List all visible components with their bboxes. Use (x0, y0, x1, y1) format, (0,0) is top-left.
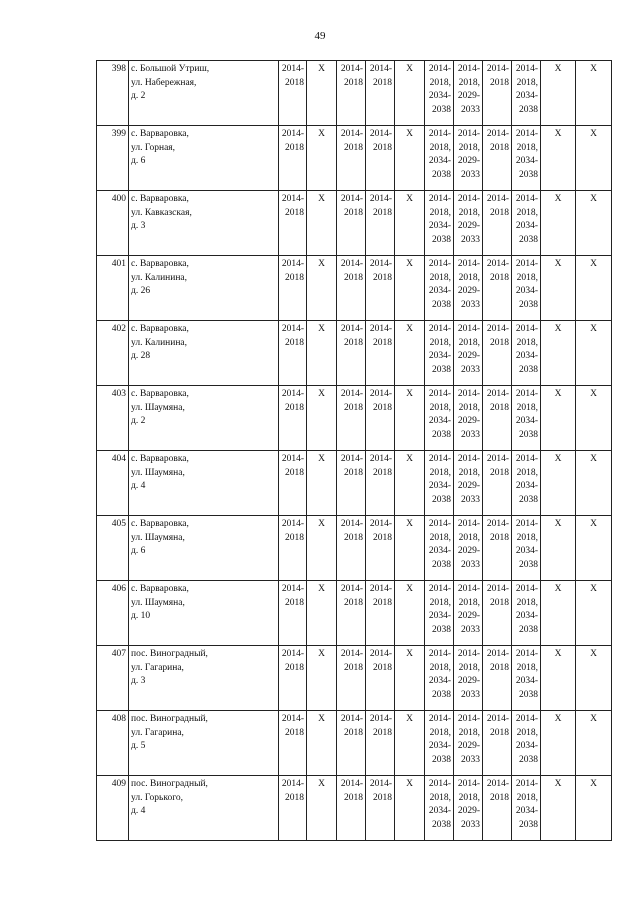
address-cell: с. Варваровка, ул. Калинина, д. 26 (129, 256, 279, 321)
table-row (97, 386, 612, 451)
period-cell: 2014- 2018 (279, 321, 307, 386)
period-cell: 2014- 2018 (483, 581, 512, 646)
period-cell: 2014- 2018 (279, 256, 307, 321)
num: 406 (97, 581, 129, 646)
period-mid-cell: 2014- 2018, 2029- 2033 (454, 321, 483, 386)
x-mark-cell: X (307, 61, 337, 126)
period-cell: 2014- 2018 (483, 776, 512, 841)
x-mark-cell: X (395, 776, 425, 841)
period-cell: 2014- 2018 (279, 61, 307, 126)
x-mark-cell: X (541, 321, 576, 386)
period-cell: 2014- 2018 (337, 61, 366, 126)
period-cell: 2014- 2018 (483, 711, 512, 776)
period-cell: 2014- 2018 (483, 321, 512, 386)
period-cell: 2014- 2018 (366, 516, 395, 581)
period-cell: 2014- 2018 (279, 126, 307, 191)
period-mid-cell: 2014- 2018, 2029- 2033 (454, 776, 483, 841)
period-long-cell: 2014- 2018, 2034- 2038 (425, 256, 454, 321)
address-cell: с. Варваровка, ул. Шаумяна, д. 2 (129, 386, 279, 451)
period-long-cell: 2014- 2018, 2034- 2038 (512, 451, 541, 516)
x-mark-cell: X (307, 581, 337, 646)
x-mark-cell: X (576, 516, 612, 581)
x-mark-cell: X (576, 386, 612, 451)
num: 399 (97, 126, 129, 191)
address-cell: с. Варваровка, ул. Горная, д. 6 (129, 126, 279, 191)
x-mark-cell: X (307, 126, 337, 191)
table-row (97, 191, 612, 256)
num: 398 (97, 61, 129, 126)
table-row (97, 321, 612, 386)
x-mark-cell: X (541, 61, 576, 126)
x-mark-cell: X (395, 61, 425, 126)
period-mid-cell: 2014- 2018, 2029- 2033 (454, 191, 483, 256)
x-mark-cell: X (576, 646, 612, 711)
x-mark-cell: X (576, 191, 612, 256)
period-long-cell: 2014- 2018, 2034- 2038 (425, 646, 454, 711)
num: 408 (97, 711, 129, 776)
period-long-cell: 2014- 2018, 2034- 2038 (425, 711, 454, 776)
period-long-cell: 2014- 2018, 2034- 2038 (512, 191, 541, 256)
table-row (97, 451, 612, 516)
x-mark-cell: X (576, 126, 612, 191)
period-mid-cell: 2014- 2018, 2029- 2033 (454, 581, 483, 646)
period-cell: 2014- 2018 (483, 386, 512, 451)
period-cell: 2014- 2018 (366, 646, 395, 711)
x-mark-cell: X (541, 711, 576, 776)
period-cell: 2014- 2018 (483, 256, 512, 321)
x-mark-cell: X (541, 516, 576, 581)
period-cell: 2014- 2018 (337, 451, 366, 516)
table-row (97, 61, 612, 126)
table-row (97, 646, 612, 711)
period-long-cell: 2014- 2018, 2034- 2038 (425, 61, 454, 126)
x-mark-cell: X (541, 256, 576, 321)
period-long-cell: 2014- 2018, 2034- 2038 (512, 321, 541, 386)
period-cell: 2014- 2018 (337, 711, 366, 776)
x-mark-cell: X (541, 126, 576, 191)
address-cell: пос. Виноградный, ул. Гагарина, д. 5 (129, 711, 279, 776)
x-mark-cell: X (307, 776, 337, 841)
x-mark-cell: X (307, 451, 337, 516)
period-cell: 2014- 2018 (337, 191, 366, 256)
table-row (97, 256, 612, 321)
address-cell: пос. Виноградный, ул. Гагарина, д. 3 (129, 646, 279, 711)
address-cell: с. Варваровка, ул. Шаумяна, д. 10 (129, 581, 279, 646)
period-cell: 2014- 2018 (483, 126, 512, 191)
period-long-cell: 2014- 2018, 2034- 2038 (425, 516, 454, 581)
x-mark-cell: X (395, 451, 425, 516)
x-mark-cell: X (307, 516, 337, 581)
x-mark-cell: X (307, 191, 337, 256)
period-mid-cell: 2014- 2018, 2029- 2033 (454, 451, 483, 516)
x-mark-cell: X (307, 386, 337, 451)
address-cell: пос. Виноградный, ул. Горького, д. 4 (129, 776, 279, 841)
x-mark-cell: X (576, 776, 612, 841)
period-cell: 2014- 2018 (483, 516, 512, 581)
x-mark-cell: X (307, 321, 337, 386)
x-mark-cell: X (576, 581, 612, 646)
period-long-cell: 2014- 2018, 2034- 2038 (512, 646, 541, 711)
period-mid-cell: 2014- 2018, 2029- 2033 (454, 386, 483, 451)
period-cell: 2014- 2018 (279, 711, 307, 776)
period-long-cell: 2014- 2018, 2034- 2038 (512, 256, 541, 321)
period-long-cell: 2014- 2018, 2034- 2038 (425, 581, 454, 646)
address-cell: с. Большой Утриш, ул. Набережная, д. 2 (129, 61, 279, 126)
period-cell: 2014- 2018 (366, 191, 395, 256)
table-row (97, 776, 612, 841)
period-cell: 2014- 2018 (483, 61, 512, 126)
period-cell: 2014- 2018 (483, 191, 512, 256)
period-cell: 2014- 2018 (279, 191, 307, 256)
period-cell: 2014- 2018 (279, 386, 307, 451)
x-mark-cell: X (576, 711, 612, 776)
period-mid-cell: 2014- 2018, 2029- 2033 (454, 516, 483, 581)
period-long-cell: 2014- 2018, 2034- 2038 (425, 451, 454, 516)
repair-schedule-table (96, 60, 612, 841)
x-mark-cell: X (395, 256, 425, 321)
table-row (97, 126, 612, 191)
period-cell: 2014- 2018 (366, 581, 395, 646)
x-mark-cell: X (541, 776, 576, 841)
period-cell: 2014- 2018 (279, 776, 307, 841)
x-mark-cell: X (541, 191, 576, 256)
num: 402 (97, 321, 129, 386)
period-cell: 2014- 2018 (483, 451, 512, 516)
period-long-cell: 2014- 2018, 2034- 2038 (425, 386, 454, 451)
period-cell: 2014- 2018 (279, 451, 307, 516)
x-mark-cell: X (395, 191, 425, 256)
table-body (97, 61, 612, 841)
period-cell: 2014- 2018 (337, 646, 366, 711)
num: 405 (97, 516, 129, 581)
period-cell: 2014- 2018 (337, 581, 366, 646)
period-mid-cell: 2014- 2018, 2029- 2033 (454, 256, 483, 321)
period-mid-cell: 2014- 2018, 2029- 2033 (454, 126, 483, 191)
table-row (97, 516, 612, 581)
x-mark-cell: X (541, 646, 576, 711)
period-long-cell: 2014- 2018, 2034- 2038 (512, 386, 541, 451)
period-cell: 2014- 2018 (366, 61, 395, 126)
x-mark-cell: X (576, 256, 612, 321)
address-cell: с. Варваровка, ул. Шаумяна, д. 6 (129, 516, 279, 581)
x-mark-cell: X (395, 516, 425, 581)
x-mark-cell: X (395, 321, 425, 386)
period-mid-cell: 2014- 2018, 2029- 2033 (454, 61, 483, 126)
period-cell: 2014- 2018 (483, 646, 512, 711)
address-cell: с. Варваровка, ул. Кавказская, д. 3 (129, 191, 279, 256)
x-mark-cell: X (541, 386, 576, 451)
page-number: 49 (314, 30, 326, 42)
period-cell: 2014- 2018 (337, 516, 366, 581)
period-cell: 2014- 2018 (337, 126, 366, 191)
period-cell: 2014- 2018 (279, 646, 307, 711)
x-mark-cell: X (576, 61, 612, 126)
num: 407 (97, 646, 129, 711)
period-cell: 2014- 2018 (337, 256, 366, 321)
period-cell: 2014- 2018 (366, 451, 395, 516)
x-mark-cell: X (307, 256, 337, 321)
period-long-cell: 2014- 2018, 2034- 2038 (512, 126, 541, 191)
period-cell: 2014- 2018 (366, 256, 395, 321)
period-long-cell: 2014- 2018, 2034- 2038 (425, 321, 454, 386)
period-cell: 2014- 2018 (366, 386, 395, 451)
period-cell: 2014- 2018 (337, 776, 366, 841)
x-mark-cell: X (395, 126, 425, 191)
period-cell: 2014- 2018 (366, 776, 395, 841)
num: 400 (97, 191, 129, 256)
period-cell: 2014- 2018 (366, 711, 395, 776)
x-mark-cell: X (576, 451, 612, 516)
num: 409 (97, 776, 129, 841)
address-cell: с. Варваровка, ул. Шаумяна, д. 4 (129, 451, 279, 516)
period-long-cell: 2014- 2018, 2034- 2038 (512, 516, 541, 581)
period-mid-cell: 2014- 2018, 2029- 2033 (454, 646, 483, 711)
period-long-cell: 2014- 2018, 2034- 2038 (425, 126, 454, 191)
x-mark-cell: X (395, 581, 425, 646)
x-mark-cell: X (307, 711, 337, 776)
period-cell: 2014- 2018 (279, 516, 307, 581)
num: 401 (97, 256, 129, 321)
period-long-cell: 2014- 2018, 2034- 2038 (512, 61, 541, 126)
x-mark-cell: X (541, 451, 576, 516)
period-long-cell: 2014- 2018, 2034- 2038 (425, 776, 454, 841)
x-mark-cell: X (541, 581, 576, 646)
num: 404 (97, 451, 129, 516)
x-mark-cell: X (395, 711, 425, 776)
period-cell: 2014- 2018 (366, 321, 395, 386)
period-cell: 2014- 2018 (279, 581, 307, 646)
x-mark-cell: X (395, 386, 425, 451)
table-row (97, 581, 612, 646)
period-long-cell: 2014- 2018, 2034- 2038 (425, 191, 454, 256)
period-long-cell: 2014- 2018, 2034- 2038 (512, 776, 541, 841)
num: 403 (97, 386, 129, 451)
period-long-cell: 2014- 2018, 2034- 2038 (512, 711, 541, 776)
period-cell: 2014- 2018 (337, 386, 366, 451)
period-cell: 2014- 2018 (337, 321, 366, 386)
x-mark-cell: X (307, 646, 337, 711)
address-cell: с. Варваровка, ул. Калинина, д. 28 (129, 321, 279, 386)
table-row (97, 711, 612, 776)
x-mark-cell: X (395, 646, 425, 711)
x-mark-cell: X (576, 321, 612, 386)
period-long-cell: 2014- 2018, 2034- 2038 (512, 581, 541, 646)
period-cell: 2014- 2018 (366, 126, 395, 191)
period-mid-cell: 2014- 2018, 2029- 2033 (454, 711, 483, 776)
